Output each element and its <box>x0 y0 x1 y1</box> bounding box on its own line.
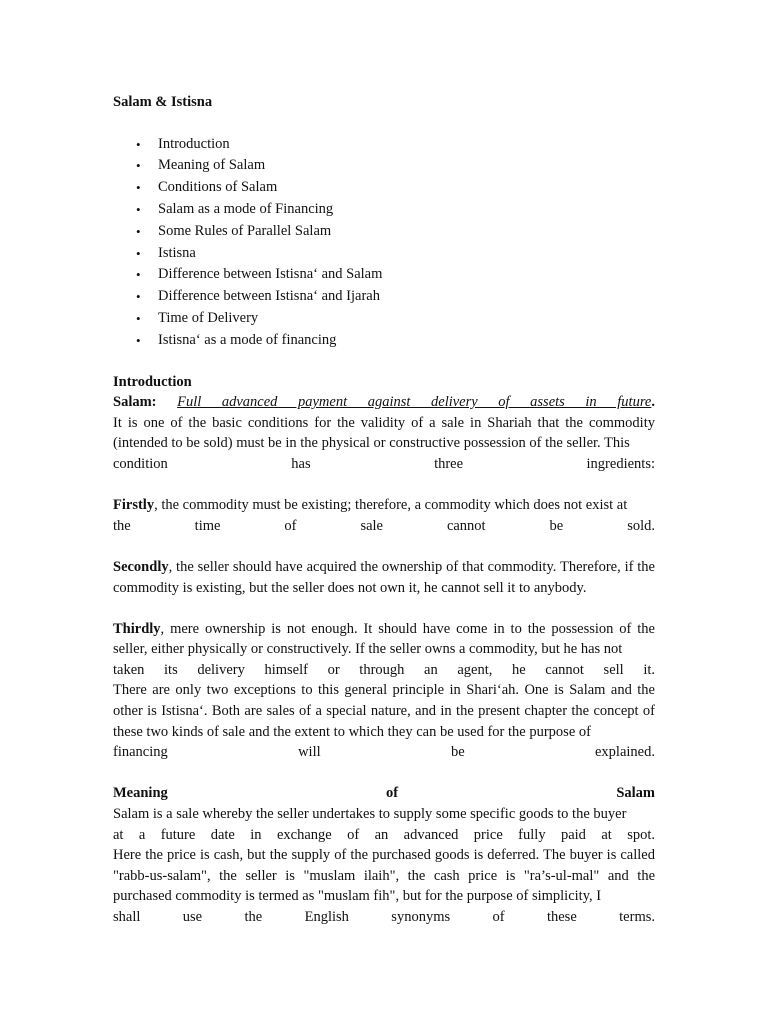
toc-item: • Difference between Istisna‘ and Salam <box>158 264 655 286</box>
salam-definition: Full advanced payment against delivery of assets in future <box>177 394 652 411</box>
toc-item: • Conditions of Salam <box>158 177 655 199</box>
section-heading-meaning: Meaning of Salam <box>113 785 655 802</box>
toc-item: • Istisna‘ as a mode of financing <box>158 330 655 352</box>
paragraph-line <box>113 495 655 516</box>
secondly-paragraph <box>113 557 655 598</box>
document-title: Salam & Istisna <box>113 94 213 110</box>
paragraph-text: There are only two exceptions to this general principle in Shari‘ah. One is Salam and the other is Istisna‘. Both are sales of a special nature, and in the present chapter the concept of these two kinds of sale and the extent to which they can be used for the purpose of <box>113 682 655 740</box>
salam-definition-line <box>113 392 655 413</box>
lead-word: Secondly <box>113 558 169 575</box>
paragraph-text: the time of sale cannot be sold. <box>113 517 655 534</box>
lead-word: Thirdly <box>113 620 161 637</box>
salam-label: Salam: <box>113 394 157 411</box>
paragraph-text: financing will be explained. <box>113 744 655 761</box>
section-heading-introduction: Introduction <box>113 373 192 390</box>
document-page <box>113 92 655 948</box>
paragraph-text: Here the price is cash, but the supply of the purchased goods is deferred. The buyer is called "rabb-us-salam", the seller is "muslam ilaih", the cash price is "ra’s-ul-mal" and the purchased commodity is termed as "muslam fih", but for the purpose of simplicity, I <box>113 847 655 905</box>
paragraph-text: at a future date in exchange of an advanced price fully paid at spot. <box>113 826 655 843</box>
toc-item: • Introduction <box>158 134 655 156</box>
meaning-section <box>113 783 655 927</box>
introduction-section <box>113 372 655 475</box>
paragraph-line <box>113 619 655 660</box>
paragraph-text: , the commodity must be existing; therefore, a commodity which does not exist at <box>154 497 628 514</box>
toc-item: • Meaning of Salam <box>158 155 655 177</box>
paragraph-text: , mere ownership is not enough. It should have come in to the possession of the seller, either physically or constructively. If the seller owns a commodity, but he has not <box>113 620 655 658</box>
toc-item: • Istisna <box>158 243 655 265</box>
toc-item: • Difference between Istisna‘ and Ijarah <box>158 286 655 308</box>
table-of-contents <box>113 134 655 352</box>
salam-definition-period: . <box>651 394 655 411</box>
paragraph-text: Salam is a sale whereby the seller undertakes to supply some specific goods to the buyer <box>113 806 627 823</box>
paragraph-text: taken its delivery himself or through an agent, he cannot sell it. <box>113 661 655 678</box>
paragraph-text: condition has three ingredients: <box>113 455 655 472</box>
toc-item: • Time of Delivery <box>158 308 655 330</box>
firstly-paragraph <box>113 495 655 536</box>
paragraph-text: It is one of the basic conditions for the validity of a sale in Shariah that the commodity (intended to be sold) must be in the physical or constructive possession of the seller. This <box>113 414 655 452</box>
thirdly-paragraph <box>113 619 655 763</box>
paragraph-text: shall use the English synonyms of these terms. <box>113 909 655 925</box>
paragraph-text: , the seller should have acquired the ownership of that commodity. Therefore, if the commodity is existing, but the seller does not own it, he cannot sell it to anybody. <box>113 558 655 596</box>
toc-item: • Some Rules of Parallel Salam <box>158 221 655 243</box>
lead-word: Firstly <box>113 497 155 514</box>
paragraph-line <box>113 557 655 598</box>
toc-item: • Salam as a mode of Financing <box>158 199 655 221</box>
